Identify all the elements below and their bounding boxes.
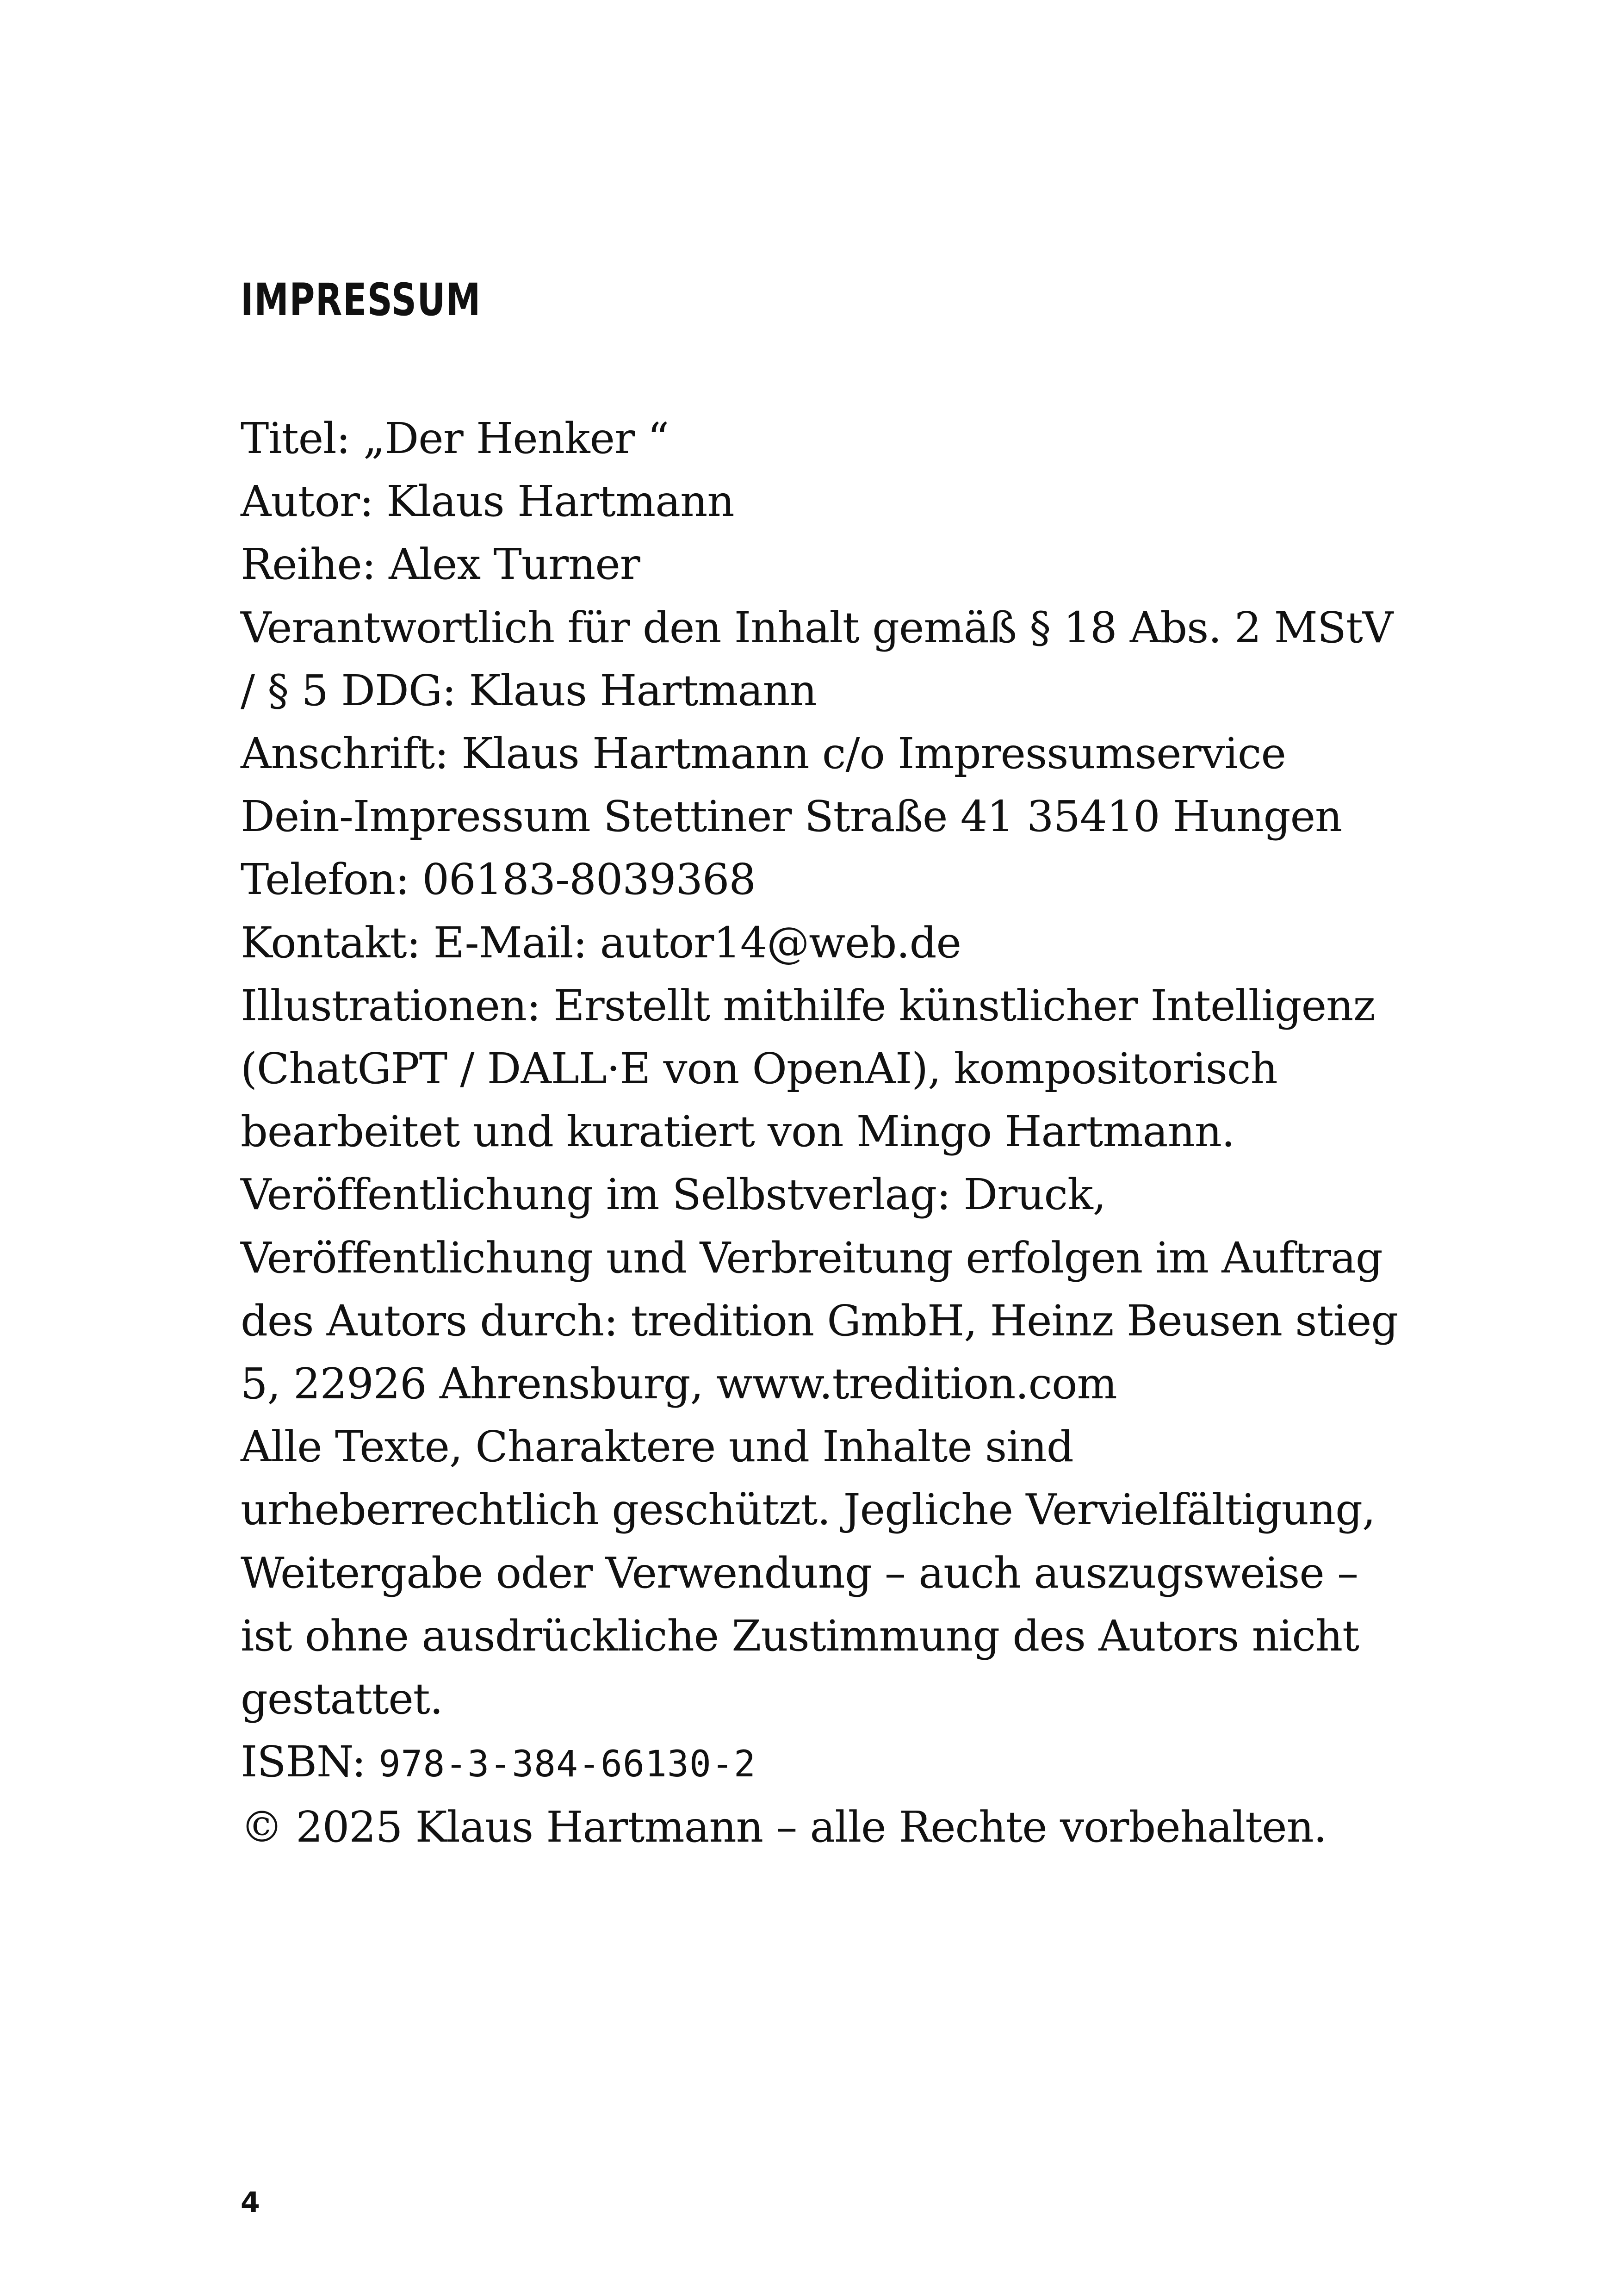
responsible-line-2: / § 5 DDG: Klaus Hartmann	[241, 665, 817, 715]
publishing-line-3: des Autors durch: tredition GmbH, Heinz Beusen stieg	[241, 1296, 1398, 1346]
author-line: Autor: Klaus Hartmann	[241, 477, 734, 527]
illustrations-line-3: bearbeitet und kuratiert von Mingo Hartmann.	[241, 1107, 1235, 1157]
page-number: 4	[241, 2186, 260, 2219]
address-line-2: Dein-Impressum Stettiner Straße 41 35410 Hungen	[241, 792, 1342, 842]
impressum-text	[241, 407, 1499, 1859]
series-line: Reihe: Alex Turner	[241, 540, 640, 590]
responsible-line-1: Verantwortlich für den Inhalt gemäß § 18 Abs. 2 MStV	[241, 602, 1393, 652]
illustrations-line-2: (ChatGPT / DALL·E von OpenAI), kompositorisch	[241, 1044, 1277, 1094]
rights-line-4: ist ohne ausdrückliche Zustimmung des Autors nicht	[241, 1611, 1359, 1661]
rights-line-3: Weitergabe oder Verwendung – auch auszugsweise –	[241, 1548, 1358, 1598]
publishing-line-1: Veröffentlichung im Selbstverlag: Druck,	[241, 1170, 1106, 1220]
rights-line-1: Alle Texte, Charaktere und Inhalte sind	[241, 1422, 1073, 1472]
isbn-line	[241, 1731, 1499, 1796]
rights-line-5: gestattet.	[241, 1674, 443, 1724]
isbn-value: 978-3-384-66130-2	[378, 1744, 756, 1786]
rights-line-2: urheberrechtlich geschützt. Jegliche Vervielfältigung,	[241, 1485, 1376, 1535]
contact-line: Kontakt: E-Mail: autor14@web.de	[241, 918, 961, 968]
isbn-label: ISBN:	[241, 1737, 366, 1787]
address-line-1: Anschrift: Klaus Hartmann c/o Impressumservice	[241, 729, 1286, 779]
publishing-line-2: Veröffentlichung und Verbreitung erfolgen im Auftrag	[241, 1233, 1382, 1283]
phone-line: Telefon: 06183-8039368	[241, 855, 756, 905]
publishing-line-4: 5, 22926 Ahrensburg, www.tredition.com	[241, 1359, 1117, 1409]
title-line: Titel: „Der Henker “	[241, 414, 669, 463]
page-heading: IMPRESSUM	[241, 274, 481, 326]
illustrations-line-1: Illustrationen: Erstellt mithilfe künstlicher Intelligenz	[241, 980, 1375, 1030]
copyright-line: © 2025 Klaus Hartmann – alle Rechte vorbehalten.	[241, 1802, 1327, 1852]
